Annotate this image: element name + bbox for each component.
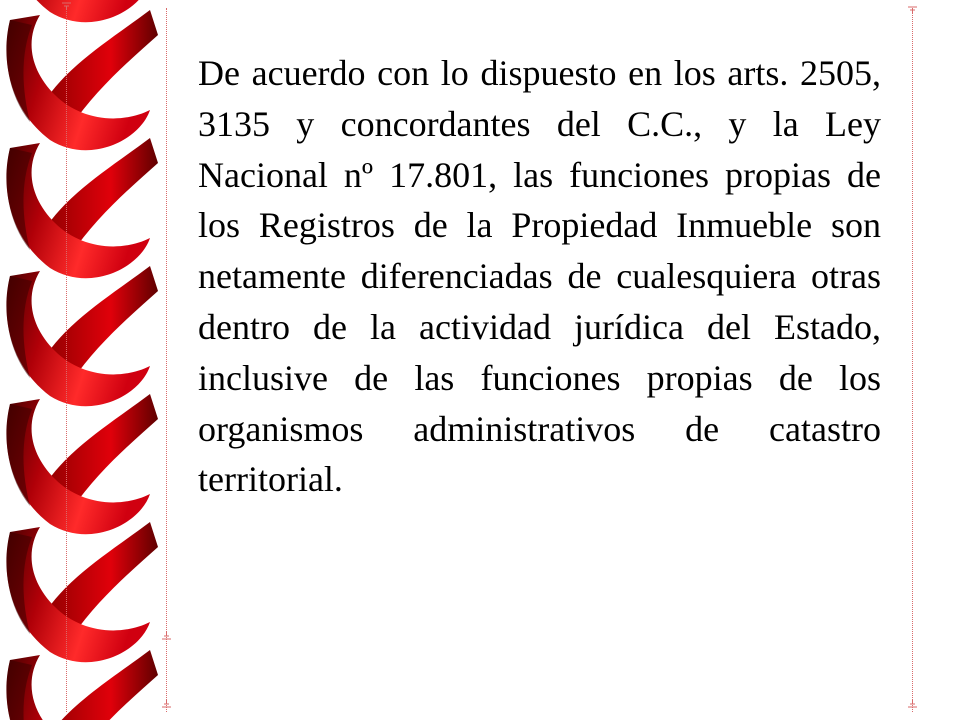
ribbon-spiral-decoration	[0, 0, 160, 720]
guide-marker-icon	[162, 700, 171, 708]
guide-line-left	[66, 8, 67, 712]
guide-marker-icon	[62, 2, 71, 10]
guide-line-right	[912, 8, 913, 712]
guide-marker-icon	[162, 632, 171, 640]
guide-marker-icon	[908, 6, 917, 14]
body-paragraph: De acuerdo con lo dispuesto en los arts. 2505, 3135 y concordantes del C.C., y la Ley Nacional nº 17.801, las funciones propias de los Registros de la Propiedad Inmueble son netamente diferenciadas de cualesquiera otras dentro de la actividad jurídica del Estado, inclusive de las funciones propias de los organismos administrativos de catastro territorial.	[198, 53, 881, 500]
guide-marker-icon	[908, 700, 917, 708]
guide-line-middle	[166, 8, 167, 712]
